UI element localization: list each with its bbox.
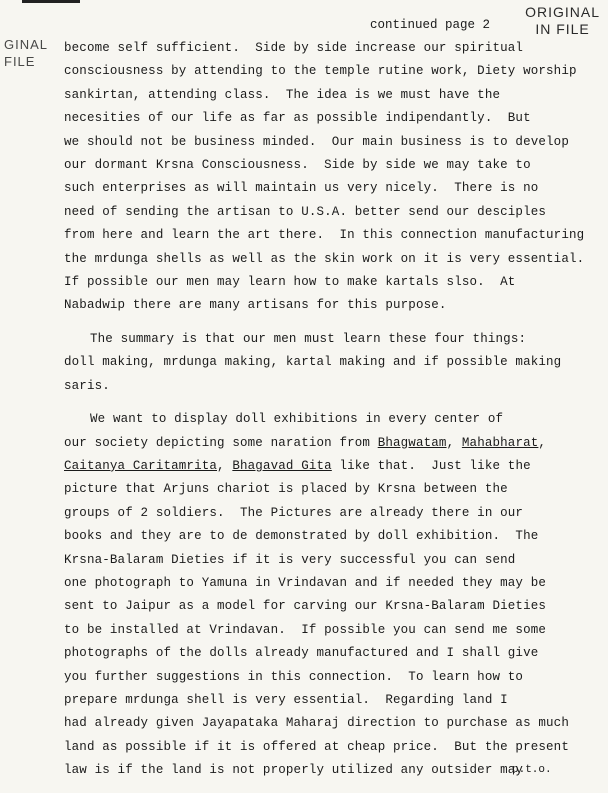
text-line: become self sufficient. Side by side increase our spiritual: [64, 41, 524, 55]
underlined-title: Bhagavad Gita: [232, 458, 332, 473]
stamp-line: FILE: [4, 54, 36, 69]
stamp-line: GINAL: [4, 37, 49, 52]
pto-note: p.t.o.: [512, 764, 552, 776]
underlined-title: Mahabharat: [461, 435, 539, 450]
text-line: groups of 2 soldiers. The Pictures are already there in our: [64, 505, 524, 520]
text-line: law is if the land is not properly utilized any outsider may: [64, 763, 524, 778]
text-line: Krsna-Balaram Dieties if it is very successful you can send: [64, 552, 516, 567]
stamp-line: IN FILE: [535, 21, 590, 37]
text-line: our society depicting some naration from Bhagwatam, Mahabharat,: [64, 435, 547, 450]
text-line: one photograph to Yamuna in Vrindavan and if needed they may be: [64, 575, 547, 590]
paragraph: [64, 328, 584, 398]
text-line: photographs of the dolls already manufactured and I shall give: [64, 646, 539, 661]
text-line: from here and learn the art there. In this connection manufacturing: [64, 228, 585, 243]
text-line: picture that Arjuns chariot is placed by Krsna between the: [64, 482, 508, 497]
stamp-line: ORIGINAL: [525, 4, 600, 20]
text-line: consciousness by attending to the temple rutine work, Diety worship: [64, 64, 577, 79]
text-line: the mrdunga shells as well as the skin work on it is very essential.: [64, 251, 585, 266]
original-file-stamp-left: [4, 36, 48, 70]
text-line: our dormant Krsna Consciousness. Side by side we may take to: [64, 158, 531, 173]
underlined-title: Caitanya Caritamrita: [64, 458, 218, 473]
text-line: need of sending the artisan to U.S.A. better send our desciples: [64, 204, 547, 219]
paragraph: [64, 408, 584, 783]
text-line: doll making, mrdunga making, kartal making and if possible making: [64, 355, 562, 370]
text-line: such enterprises as will maintain us very nicely. There is no: [64, 181, 539, 196]
text-line: to be installed at Vrindavan. If possible you can send me some: [64, 622, 547, 637]
text-line: you further suggestions in this connection. To learn how to: [64, 669, 524, 684]
text-line: land as possible if it is offered at cheap price. But the present: [64, 739, 569, 754]
text-line: books and they are to de demonstrated by doll exhibition. The: [64, 529, 539, 544]
text-line: sankirtan, attending class. The idea is we must have the: [64, 87, 501, 102]
text-line: If possible our men may learn how to make kartals slso. At: [64, 275, 516, 290]
top-rule: [22, 0, 80, 3]
paragraph: [64, 37, 584, 318]
original-in-file-stamp: [525, 4, 600, 38]
text-line: had already given Jayapataka Maharaj direction to purchase as much: [64, 716, 569, 731]
text-line: prepare mrdunga shell is very essential. Regarding land I: [64, 692, 508, 707]
underlined-title: Bhagwatam: [377, 435, 447, 450]
text-line: necesities of our life as far as possible indipendantly. But: [64, 111, 531, 126]
text-line: Nabadwip there are many artisans for this purpose.: [64, 298, 447, 313]
continued-page-header: continued page 2: [370, 18, 491, 32]
text-line: Caitanya Caritamrita, Bhagavad Gita like that. Just like the: [64, 458, 531, 473]
text-line: saris.: [64, 378, 110, 393]
letter-body: [64, 37, 584, 793]
text-line: we should not be business minded. Our main business is to develop: [64, 134, 569, 149]
text-line: We want to display doll exhibitions in every center of: [90, 412, 504, 427]
text-line: sent to Jaipur as a model for carving our Krsna-Balaram Dieties: [64, 599, 547, 614]
text-line: The summary is that our men must learn these four things:: [90, 331, 527, 346]
